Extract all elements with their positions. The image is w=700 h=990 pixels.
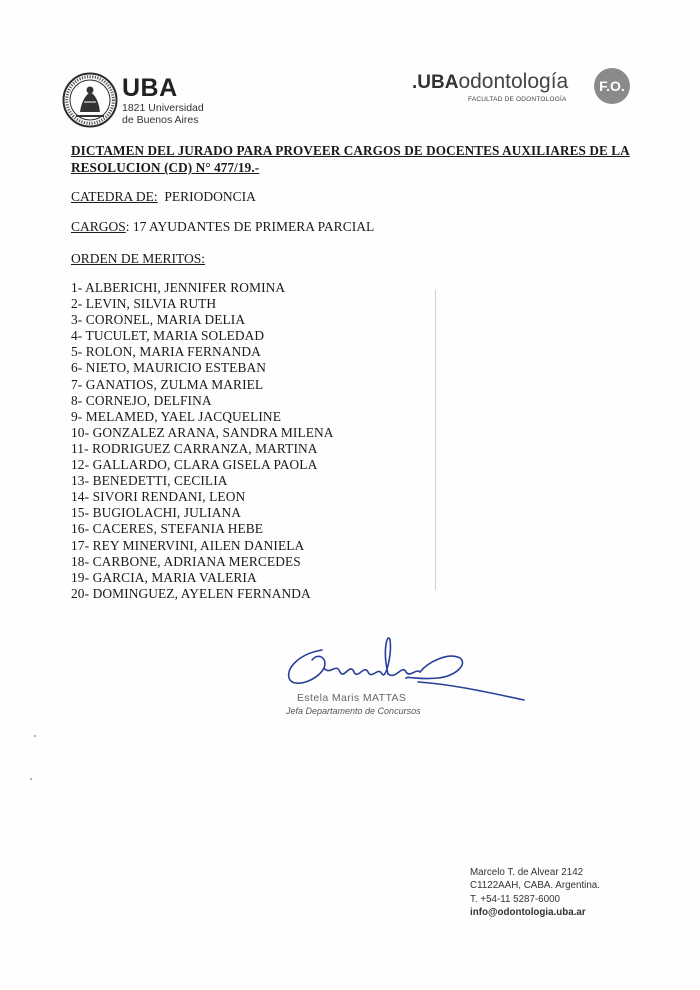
merit-list-item: 12- GALLARDO, CLARA GISELA PAOLA — [71, 457, 318, 473]
merit-list — [71, 280, 334, 602]
catedra-line — [71, 189, 256, 205]
cargos-value: : 17 AYUDANTES DE PRIMERA PARCIAL — [125, 219, 375, 234]
merit-list-item: 18- CARBONE, ADRIANA MERCEDES — [71, 553, 301, 569]
scan-speck — [30, 778, 32, 780]
merit-list-item: 11- RODRIGUEZ CARRANZA, MARTINA — [71, 440, 318, 456]
merit-list-item: 4- TUCULET, MARIA SOLEDAD — [71, 328, 265, 344]
scan-speck — [34, 735, 36, 737]
catedra-label: CATEDRA DE: — [71, 189, 158, 204]
uba-logo-line2: de Buenos Aires — [122, 114, 199, 126]
fo-badge: F.O. — [594, 68, 630, 104]
merit-list-item: 7- GANATIOS, ZULMA MARIEL — [71, 376, 264, 392]
address-phone: T. +54-11 5287-6000 — [470, 893, 560, 905]
merit-list-item: 10- GONZALEZ ARANA, SANDRA MILENA — [71, 424, 334, 440]
address-street: Marcelo T. de Alvear 2142 — [470, 867, 584, 878]
merit-list-item: 14- SIVORI RENDANI, LEON — [71, 489, 246, 505]
address-email: info@odontologia.uba.ar — [470, 906, 586, 918]
cargos-line — [71, 219, 374, 235]
merit-list-item: 19- GARCIA, MARIA VALERIA — [71, 569, 257, 585]
merit-list-item: 3- CORONEL, MARIA DELIA — [71, 312, 246, 328]
faculty-logo-subtitle: FACULTAD DE ODONTOLOGÍA — [468, 96, 567, 103]
merit-list-item: 15- BUGIOLACHI, JULIANA — [71, 505, 242, 521]
catedra-value: PERIODONCIA — [164, 189, 256, 204]
signatory-role: Jefa Departamento de Concursos — [286, 706, 421, 716]
faculty-logo-bold: .UBA — [412, 72, 459, 93]
merit-list-item: 2- LEVIN, SILVIA RUTH — [71, 296, 217, 312]
address-block — [470, 866, 600, 919]
uba-logo-text: UBA — [122, 74, 178, 102]
uba-logo-line1: 1821 Universidad — [122, 102, 204, 114]
document-title: DICTAMEN DEL JURADO PARA PROVEER CARGOS DE DOCENTES AUXILIARES DE LA RESOLUCION (CD) N° 477/19.- — [71, 143, 630, 175]
margin-line — [435, 290, 436, 590]
merit-list-item: 16- CACERES, STEFANIA HEBE — [71, 521, 264, 537]
merit-list-item: 6- NIETO, MAURICIO ESTEBAN — [71, 360, 267, 376]
merit-list-item: 13- BENEDETTI, CECILIA — [71, 473, 228, 489]
merit-list-item: 9- MELAMED, YAEL JACQUELINE — [71, 408, 281, 424]
faculty-logo — [412, 70, 568, 94]
orden-label: ORDEN DE MERITOS: — [71, 251, 206, 266]
merit-list-item: 20- DOMINGUEZ, AYELEN FERNANDA — [71, 585, 311, 601]
signatory-name: Estela Maris MATTAS — [297, 692, 407, 704]
merit-list-item: 17- REY MINERVINI, AILEN DANIELA — [71, 537, 305, 553]
merit-list-item: 1- ALBERICHI, JENNIFER ROMINA — [71, 280, 286, 295]
faculty-logo-thin: odontología — [458, 70, 569, 93]
cargos-label: CARGOS — [71, 219, 126, 234]
university-seal-icon — [62, 72, 118, 128]
merit-list-item: 5- ROLON, MARIA FERNANDA — [71, 344, 261, 360]
address-city: C1122AAH, CABA. Argentina. — [470, 880, 600, 892]
merit-list-item: 8- CORNEJO, DELFINA — [71, 392, 212, 408]
